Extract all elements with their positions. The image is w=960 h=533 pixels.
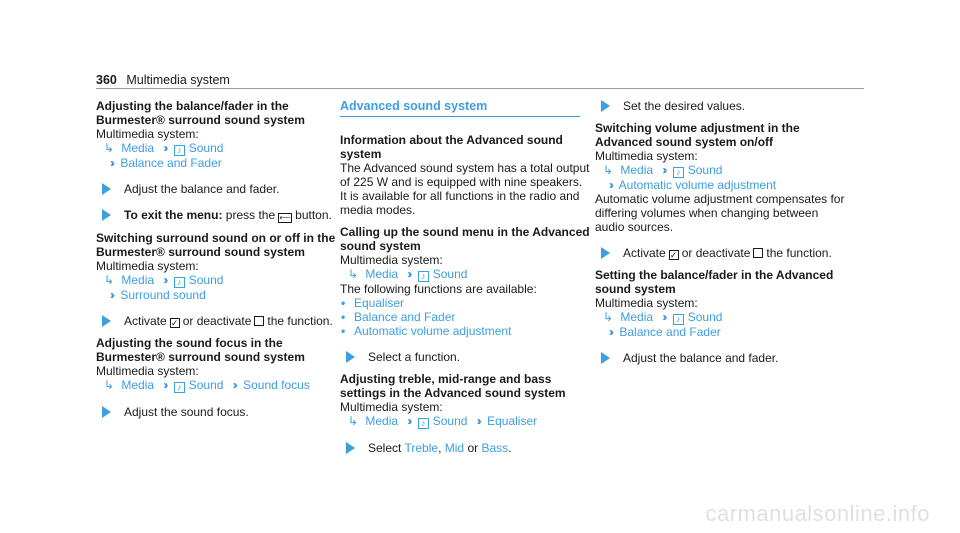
bullet-auto-volume-link[interactable]: Automatic volume adjustment xyxy=(354,324,512,338)
list-item xyxy=(340,324,590,338)
music-note-icon: ♪ xyxy=(673,167,684,178)
nav-surround-sound-link[interactable]: Surround sound xyxy=(120,288,206,302)
nav-sound-link[interactable]: Sound xyxy=(432,414,468,428)
nav-balance-fader-link[interactable]: Balance and Fader xyxy=(619,325,721,339)
heading-calling-sound-menu: Calling up the sound menu in the Advanced sound system xyxy=(340,225,590,253)
list-item xyxy=(340,310,590,324)
music-note-icon: ♪ xyxy=(174,277,185,288)
double-chevron-icon: ›› xyxy=(163,273,166,287)
heading-sound-focus: Adjusting the sound focus in the Burmester® surround sound system xyxy=(96,336,305,364)
nav-arrow-icon: ↳ xyxy=(348,414,359,428)
nav-arrow-icon: ↳ xyxy=(104,141,115,155)
nav-balance-fader-link[interactable]: Balance and Fader xyxy=(120,156,222,170)
step-item xyxy=(340,441,590,455)
column-2 xyxy=(340,99,590,455)
multimedia-system-label: Multimedia system: xyxy=(595,296,698,310)
checked-checkbox-icon: ✓ xyxy=(669,250,678,260)
step-arrow-icon xyxy=(346,351,355,363)
bullet-equaliser-link[interactable]: Equaliser xyxy=(354,296,405,310)
step-text: button. xyxy=(295,208,332,222)
nav-media-link[interactable]: Media xyxy=(121,141,155,155)
music-note-icon: ♪ xyxy=(418,271,429,282)
nav-path xyxy=(96,273,346,288)
step-item xyxy=(595,99,845,113)
nav-media-link[interactable]: Media xyxy=(121,378,155,392)
treble-link[interactable]: Treble xyxy=(404,441,439,455)
step-text: Select xyxy=(368,441,402,455)
page-number: 360 xyxy=(96,73,117,87)
watermark: carmanualsonline.info xyxy=(705,501,930,526)
nav-auto-volume-link[interactable]: Automatic volume adjustment xyxy=(618,178,777,192)
step-text: or deactivate xyxy=(182,314,252,328)
header-divider xyxy=(96,88,864,89)
double-chevron-icon: ›› xyxy=(609,178,611,192)
step-item xyxy=(340,350,590,364)
step-arrow-icon xyxy=(102,315,111,327)
page-header xyxy=(96,73,230,87)
double-chevron-icon: ›› xyxy=(110,156,112,170)
step-arrow-icon xyxy=(102,406,111,418)
music-note-icon: ♪ xyxy=(174,145,185,156)
nav-media-link[interactable]: Media xyxy=(365,267,399,281)
double-chevron-icon: ›› xyxy=(232,378,235,392)
step-text: Adjust the balance and fader. xyxy=(124,182,280,196)
step-text: press the xyxy=(225,208,276,222)
bass-link[interactable]: Bass xyxy=(481,441,509,455)
nav-media-link[interactable]: Media xyxy=(121,273,155,287)
bullet-icon: • xyxy=(341,324,346,338)
step-text: or xyxy=(467,441,479,455)
nav-path xyxy=(595,163,845,178)
double-chevron-icon: ›› xyxy=(163,141,166,155)
double-chevron-icon: ›› xyxy=(407,267,410,281)
nav-sound-link[interactable]: Sound xyxy=(432,267,468,281)
nav-equaliser-link[interactable]: Equaliser xyxy=(487,414,538,428)
multimedia-system-label: Multimedia system: xyxy=(595,149,698,163)
bullet-balance-fader-link[interactable]: Balance and Fader xyxy=(354,310,456,324)
nav-path xyxy=(595,310,845,325)
step-item xyxy=(595,246,845,260)
checked-checkbox-icon: ✓ xyxy=(170,318,179,328)
paragraph-info: The Advanced sound system has a total output of 225 W and is equipped with nine speakers. It is available for all functions in the radio and media modes. xyxy=(340,161,590,217)
step-text: the function. xyxy=(766,246,832,260)
step-arrow-icon xyxy=(601,352,610,364)
music-note-icon: ♪ xyxy=(418,418,429,429)
nav-sound-link[interactable]: Sound xyxy=(188,378,224,392)
step-text: Select a function. xyxy=(368,350,461,364)
multimedia-system-label: Multimedia system: xyxy=(340,400,443,414)
step-item xyxy=(96,208,346,223)
step-arrow-icon xyxy=(601,247,610,259)
mid-link[interactable]: Mid xyxy=(444,441,465,455)
paragraph-auto-volume: Automatic volume adjustment compensates for differing volumes when changing between audio sources. xyxy=(595,192,845,234)
step-bold-text: To exit the menu: xyxy=(124,208,223,222)
nav-path-sub xyxy=(96,156,346,170)
step-item xyxy=(96,182,346,196)
unchecked-checkbox-icon xyxy=(254,316,264,326)
back-button-icon: ⟵ xyxy=(279,213,291,222)
nav-path-sub xyxy=(595,178,845,192)
step-text: or deactivate xyxy=(681,246,751,260)
nav-path xyxy=(96,141,346,156)
heading-info-advanced: Information about the Advanced sound system xyxy=(340,133,563,161)
nav-arrow-icon: ↳ xyxy=(104,273,115,287)
nav-media-link[interactable]: Media xyxy=(365,414,399,428)
step-arrow-icon xyxy=(102,183,111,195)
double-chevron-icon: ›› xyxy=(609,325,611,339)
nav-arrow-icon: ↳ xyxy=(603,310,614,324)
step-arrow-icon xyxy=(102,209,111,221)
nav-sound-link[interactable]: Sound xyxy=(687,163,723,177)
section-title: Multimedia system xyxy=(126,73,230,87)
nav-path xyxy=(340,267,590,282)
double-chevron-icon: ›› xyxy=(110,288,112,302)
step-text: the function. xyxy=(267,314,333,328)
double-chevron-icon: ›› xyxy=(476,414,479,428)
nav-sound-link[interactable]: Sound xyxy=(188,273,224,287)
column-1 xyxy=(96,99,346,419)
paragraph-functions: The following functions are available: xyxy=(340,282,537,296)
double-chevron-icon: ›› xyxy=(163,378,166,392)
nav-path-sub xyxy=(96,288,346,302)
step-text: Activate xyxy=(124,314,167,328)
nav-sound-focus-link[interactable]: Sound focus xyxy=(243,378,310,392)
column-3 xyxy=(595,99,845,365)
heading-balance-fader-advanced: Setting the balance/fader in the Advanced sound system xyxy=(595,268,834,296)
multimedia-system-label: Multimedia system: xyxy=(96,364,199,378)
step-item xyxy=(595,351,845,365)
nav-sound-link[interactable]: Sound xyxy=(687,310,723,324)
step-item xyxy=(96,314,346,328)
double-chevron-icon: ›› xyxy=(662,163,665,177)
double-chevron-icon: ›› xyxy=(407,414,410,428)
nav-path-sub xyxy=(595,325,845,339)
multimedia-system-label: Multimedia system: xyxy=(96,127,199,141)
step-item xyxy=(96,405,346,419)
step-text: Adjust the sound focus. xyxy=(124,405,249,419)
step-text: Set the desired values. xyxy=(623,99,746,113)
heading-volume-adjustment: Switching volume adjustment in the Advanced sound system on/off xyxy=(595,121,800,149)
nav-arrow-icon: ↳ xyxy=(603,163,614,177)
step-text: , xyxy=(438,441,442,455)
step-arrow-icon xyxy=(346,442,355,454)
nav-sound-link[interactable]: Sound xyxy=(188,141,224,155)
multimedia-system-label: Multimedia system: xyxy=(340,253,443,267)
unchecked-checkbox-icon xyxy=(753,248,763,258)
nav-arrow-icon: ↳ xyxy=(104,378,115,392)
list-item xyxy=(340,296,590,310)
nav-path xyxy=(340,414,590,429)
step-text: Adjust the balance and fader. xyxy=(623,351,779,365)
step-arrow-icon xyxy=(601,100,610,112)
multimedia-system-label: Multimedia system: xyxy=(96,259,199,273)
bullet-icon: • xyxy=(341,310,346,324)
heading-balance-fader-burmester: Adjusting the balance/fader in the Burmester® surround sound system xyxy=(96,99,305,127)
step-text: . xyxy=(508,441,512,455)
step-text: Activate xyxy=(623,246,666,260)
music-note-icon: ♪ xyxy=(673,314,684,325)
nav-media-link[interactable]: Media xyxy=(620,163,654,177)
music-note-icon: ♪ xyxy=(174,382,185,393)
double-chevron-icon: ›› xyxy=(662,310,665,324)
heading-treble-mid-bass: Adjusting treble, mid-range and bass settings in the Advanced sound system xyxy=(340,372,566,400)
section-heading-advanced-sound: Advanced sound system xyxy=(340,99,488,113)
heading-surround-sound: Switching surround sound on or off in the Burmester® surround sound system xyxy=(96,231,336,259)
nav-path xyxy=(96,378,346,393)
nav-arrow-icon: ↳ xyxy=(348,267,359,281)
nav-media-link[interactable]: Media xyxy=(620,310,654,324)
bullet-icon: • xyxy=(341,296,346,310)
